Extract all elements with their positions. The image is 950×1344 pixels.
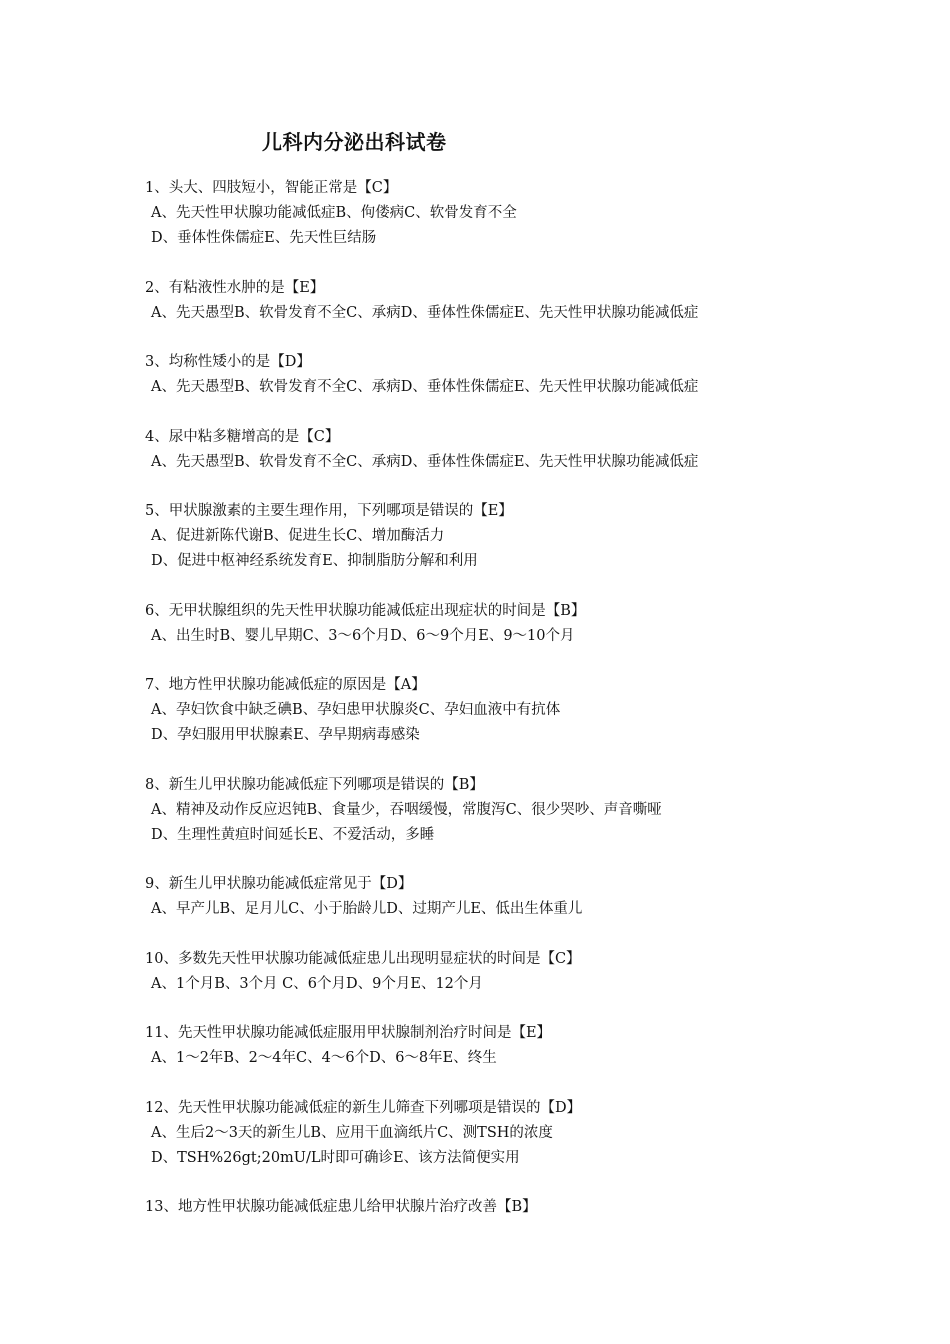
- page-title: 儿科内分泌出科试卷: [262, 130, 447, 154]
- question-options: A、出生时B、婴儿早期C、3～6个月D、6～9个月E、9～10个月: [151, 627, 575, 644]
- question-stem: 5、甲状腺激素的主要生理作用，下列哪项是错误的【E】: [145, 503, 513, 519]
- question-item: [145, 872, 845, 922]
- question-options: A、孕妇饮食中缺乏碘B、孕妇患甲状腺炎C、孕妇血液中有抗体: [151, 702, 561, 718]
- question-stem: 9、新生儿甲状腺功能减低症常见于【D】: [145, 876, 413, 892]
- question-stem: 3、均称性矮小的是【D】: [145, 354, 311, 370]
- question-stem: 6、无甲状腺组织的先天性甲状腺功能减低症出现症状的时间是【B】: [145, 602, 586, 619]
- question-options: A、精神及动作反应迟钝B、食量少，吞咽缓慢，常腹泻C、很少哭吵、声音嘶哑: [151, 801, 662, 818]
- question-stem: 12、先天性甲状腺功能减低症的新生儿筛查下列哪项是错误的【D】: [145, 1099, 582, 1116]
- question-options: D、孕妇服用甲状腺素E、孕早期病毒感染: [151, 727, 420, 743]
- question-item: [145, 673, 845, 748]
- question-item: [145, 350, 845, 400]
- question-item: [145, 947, 845, 997]
- question-options: D、TSH%26gt;20mU/L时即可确诊E、该方法简便实用: [151, 1149, 520, 1166]
- question-options: A、早产儿B、足月儿C、小于胎龄儿D、过期产儿E、低出生体重儿: [151, 901, 583, 917]
- question-stem: 2、有粘液性水肿的是【E】: [145, 279, 325, 296]
- question-item: [145, 425, 845, 475]
- question-stem: 13、地方性甲状腺功能减低症患儿给甲状腺片治疗改善【B】: [145, 1199, 537, 1215]
- question-options: D、促进中枢神经系统发育E、抑制脂肪分解和利用: [151, 553, 478, 569]
- question-options: A、先天愚型B、软骨发育不全C、承病D、垂体性侏儒症E、先天性甲状腺功能减低症: [151, 379, 699, 395]
- question-stem: 1、头大、四肢短小，智能正常是【C】: [145, 180, 398, 196]
- question-stem: 11、先天性甲状腺功能减低症服用甲状腺制剂治疗时间是【E】: [145, 1025, 552, 1041]
- question-options: A、先天性甲状腺功能减低症B、佝偻病C、软骨发育不全: [151, 205, 517, 221]
- question-options: A、1个月B、3个月 C、6个月D、9个月E、12个月: [151, 975, 483, 992]
- question-list: [145, 176, 845, 1245]
- question-options: D、垂体性侏儒症E、先天性巨结肠: [151, 230, 377, 246]
- question-options: A、促进新陈代谢B、促进生长C、增加酶活力: [151, 528, 445, 544]
- question-options: A、1～2年B、2～4年C、4～6个D、6～8年E、终生: [151, 1050, 497, 1066]
- question-item: [145, 1096, 845, 1171]
- question-stem: 8、新生儿甲状腺功能减低症下列哪项是错误的【B】: [145, 776, 484, 793]
- question-options: A、先天愚型B、软骨发育不全C、承病D、垂体性侏儒症E、先天性甲状腺功能减低症: [151, 453, 699, 470]
- question-options: A、先天愚型B、软骨发育不全C、承病D、垂体性侏儒症E、先天性甲状腺功能减低症: [151, 304, 699, 321]
- question-item: [145, 499, 845, 574]
- question-item: [145, 176, 845, 251]
- question-stem: 7、地方性甲状腺功能减低症的原因是【A】: [145, 677, 426, 693]
- question-item: [145, 1021, 845, 1071]
- question-item: [145, 276, 845, 326]
- question-stem: 10、多数先天性甲状腺功能减低症患儿出现明显症状的时间是【C】: [145, 950, 581, 967]
- question-options: A、生后2～3天的新生儿B、应用干血滴纸片C、测TSH的浓度: [151, 1124, 553, 1141]
- question-item: [145, 773, 845, 848]
- question-item: [145, 1195, 845, 1220]
- question-options: D、生理性黄疸时间延长E、不爱活动，多睡: [151, 826, 435, 843]
- question-item: [145, 599, 845, 649]
- question-stem: 4、尿中粘多糖增高的是【C】: [145, 428, 340, 445]
